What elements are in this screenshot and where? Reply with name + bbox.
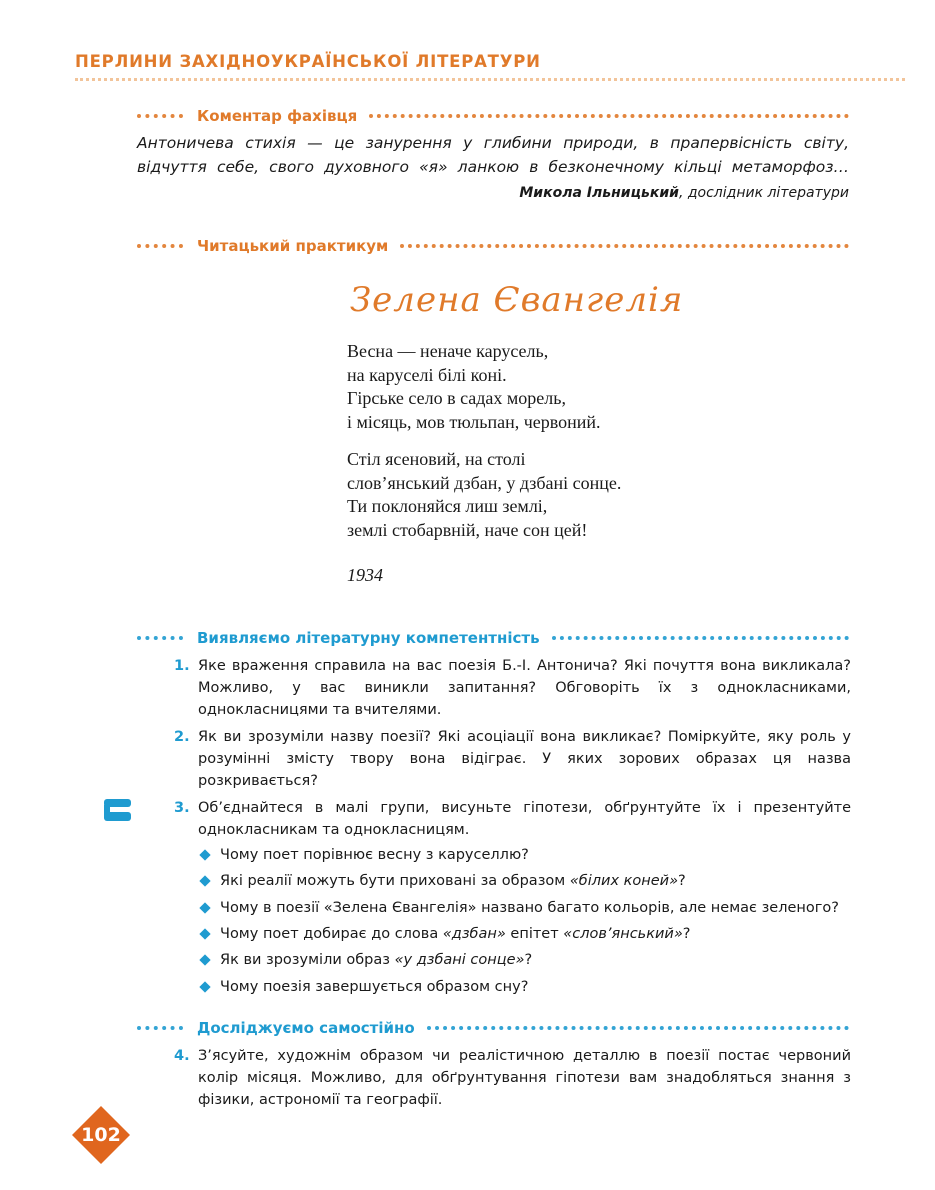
question-text: Об’єднайтеся в малі групи, висуньте гіпотези, обґрунтуйте їх і презентуйте однокласникам та однокласницям. <box>198 800 851 838</box>
competence-heading-text: Виявляємо літературну компетентність <box>197 629 540 647</box>
poem-title: Зелена Євангелія <box>350 280 684 320</box>
dotted-fill <box>369 114 849 118</box>
poem-line: Весна — неначе карусель, <box>347 341 549 361</box>
commentary-author <box>137 185 849 201</box>
bullet-emphasis-2: «слов’янський» <box>563 926 683 943</box>
bullet-text: Чому поет добирає до слова <box>220 926 443 943</box>
page-header-title: ПЕРЛИНИ ЗАХІДНОУКРАЇНСЬКОЇ ЛІТЕРАТУРИ <box>75 52 541 71</box>
question-number: 4. <box>174 1048 190 1064</box>
dotted-lead <box>137 114 183 118</box>
question-4 <box>174 1045 851 1111</box>
bullet-text-end: ? <box>682 926 691 943</box>
question-number: 3. <box>174 800 190 816</box>
question-text: Яке враження справила на вас поезія Б.-І. Антонича? Які почуття вона викликала? Можливо, у вас виникли запитання? Обговоріть їх з однокласниками, однокласницями та вчителями. <box>198 658 851 718</box>
question-3-bullets <box>199 842 859 1000</box>
group-work-icon <box>103 797 133 825</box>
question-1 <box>174 655 851 721</box>
poem-text <box>347 340 621 556</box>
question-text: З’ясуйте, художнім образом чи реалістичною деталлю в поезії постає червоний колір місяця. Можливо, для обґрунтування гіпотези вам знадобляться знання з фізики, астрономії та географії. <box>198 1048 851 1108</box>
page-number: 102 <box>81 1124 121 1146</box>
commentary-heading <box>137 106 849 126</box>
poem-line: Гірське село в садах морель, <box>347 388 566 408</box>
bullet-emphasis: «у дзбані сонце» <box>394 952 525 969</box>
poem-line: землі стобарвній, наче сон цей! <box>347 519 588 540</box>
poem-year: 1934 <box>347 565 383 585</box>
bullet-item <box>199 973 859 999</box>
poem-line: Ти поклоняйся лиш землі, <box>347 496 548 516</box>
poem-line: на каруселі білі коні. <box>347 364 507 385</box>
bullet-item <box>199 947 859 973</box>
research-heading-text: Досліджуємо самостійно <box>197 1019 415 1037</box>
diamond-bullet-icon <box>199 928 210 939</box>
diamond-bullet-icon <box>199 876 210 887</box>
commentary-heading-text: Коментар фахівця <box>197 107 358 125</box>
bullet-text-end: ? <box>524 952 533 969</box>
bullet-text: Чому поезія завершується образом сну? <box>220 978 529 995</box>
research-heading <box>137 1018 849 1038</box>
page-number-badge <box>70 1104 132 1166</box>
poem-line: і місяць, мов тюльпан, червоний. <box>347 411 601 432</box>
question-number: 1. <box>174 658 190 674</box>
bullet-text: Чому в поезії «Зелена Євангелія» названо багато кольорів, але немає зеленого? <box>220 899 839 916</box>
dotted-lead <box>137 244 183 248</box>
bullet-emphasis: «дзбан» <box>442 926 506 943</box>
commentary-quote: Антоничева стихія — це занурення у глибини природи, в прапервісність світу, відчуття себе, свого духовного «я» ланкою в безконечному кільці метаморфоз… <box>137 134 849 176</box>
competence-heading <box>137 628 849 648</box>
author-name: Микола Ільницький <box>519 185 679 201</box>
dotted-fill <box>427 1026 849 1030</box>
dotted-lead <box>137 1026 183 1030</box>
diamond-bullet-icon <box>199 902 210 913</box>
dotted-fill <box>552 636 849 640</box>
bullet-text-end: ? <box>678 873 686 890</box>
header-dotted-rule <box>75 78 905 81</box>
poem-stanza-2 <box>347 448 621 542</box>
question-2 <box>174 726 851 792</box>
practicum-heading <box>137 236 849 256</box>
author-role: , дослідник літератури <box>678 185 849 201</box>
poem-line: слов’янський дзбан, у дзбані сонце. <box>347 472 622 493</box>
dotted-fill <box>400 244 849 248</box>
poem-stanza-1 <box>347 340 621 434</box>
bullet-item <box>199 868 859 894</box>
bullet-text: Які реалії можуть бути приховані за образом <box>220 873 570 890</box>
bullet-item <box>199 921 859 947</box>
diamond-bullet-icon <box>199 981 210 992</box>
bullet-emphasis: «білих коней» <box>569 873 679 890</box>
bullet-item <box>199 842 859 868</box>
question-number: 2. <box>174 729 190 745</box>
poem-line: Стіл ясеновий, на столі <box>347 449 526 469</box>
bullet-text: Як ви зрозуміли образ <box>220 952 395 969</box>
practicum-heading-text: Читацький практикум <box>197 237 389 255</box>
bullet-text-mid: епітет <box>505 926 564 943</box>
bullet-item <box>199 895 859 921</box>
question-3 <box>174 797 851 841</box>
dotted-lead <box>137 636 183 640</box>
bullet-text: Чому поет порівнює весну з каруселлю? <box>220 847 529 864</box>
question-text: Як ви зрозуміли назву поезії? Які асоціації вона викликає? Поміркуйте, яку роль у розумінні змісту твору вона відіграє. У яких зорових образах ця назва розкривається? <box>198 729 851 789</box>
diamond-bullet-icon <box>199 849 210 860</box>
diamond-bullet-icon <box>199 955 210 966</box>
